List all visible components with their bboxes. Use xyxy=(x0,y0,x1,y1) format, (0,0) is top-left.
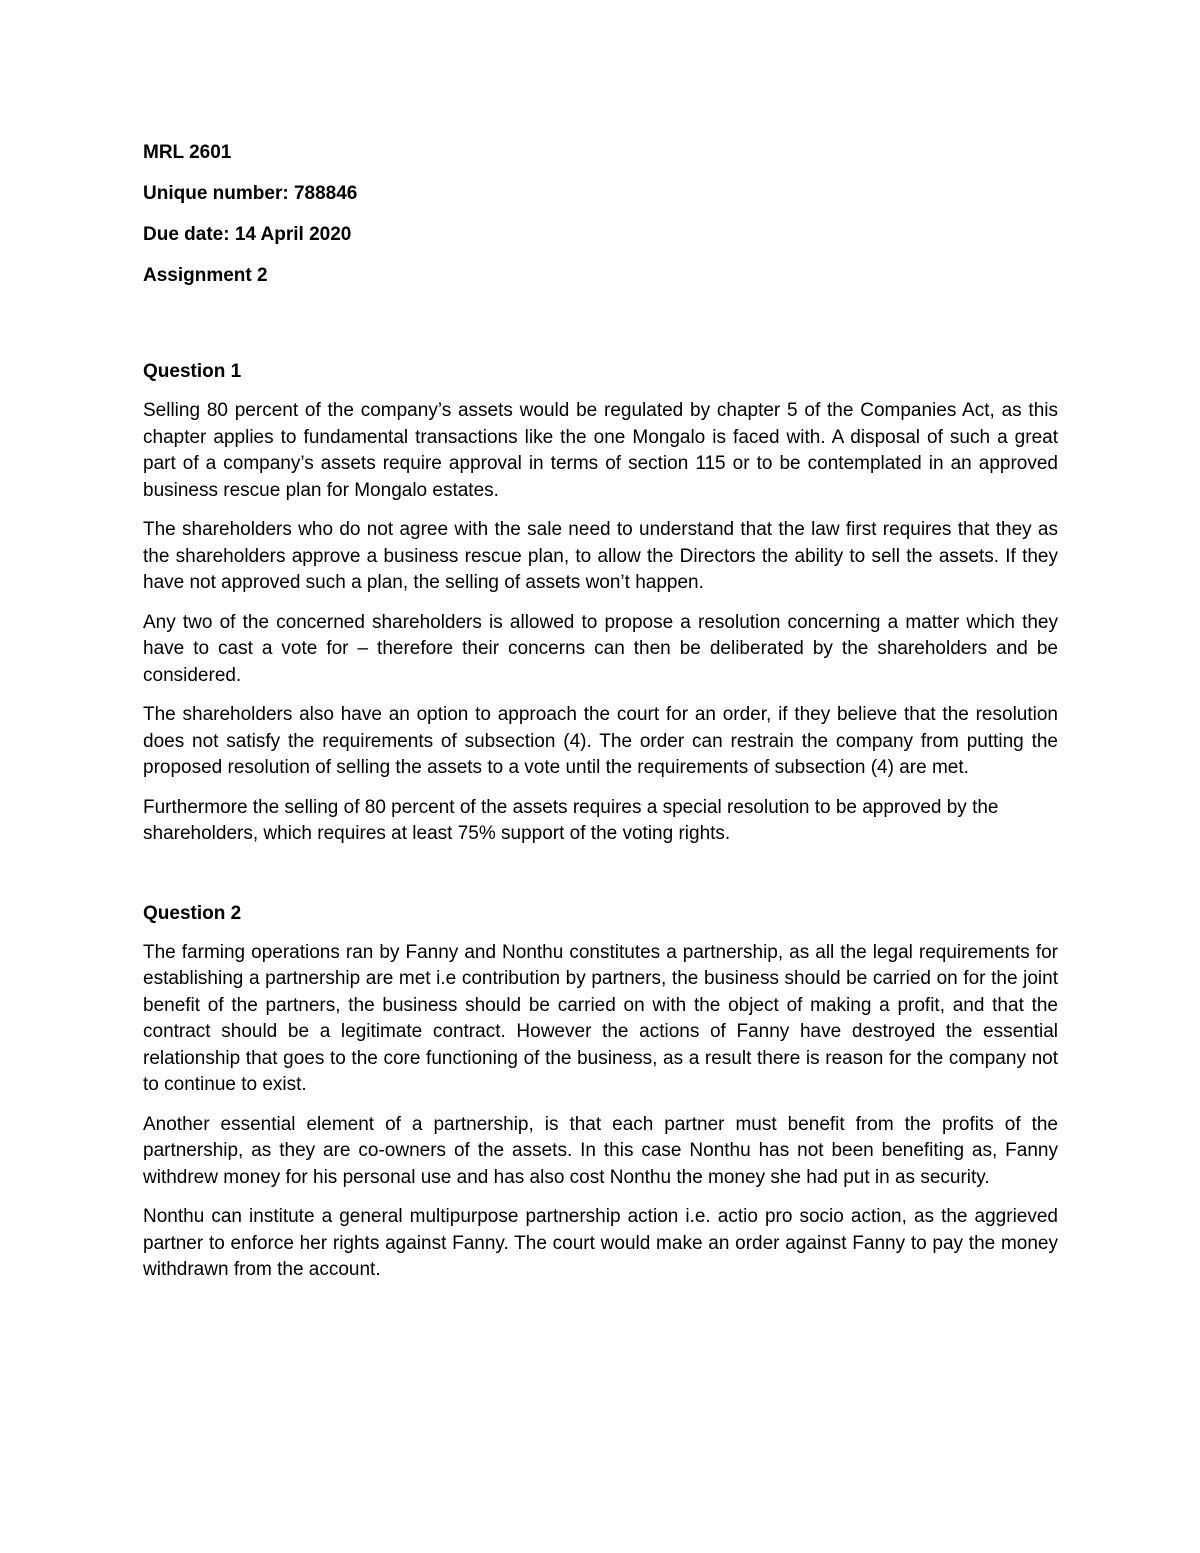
section-spacer xyxy=(143,861,1058,901)
question-1-heading: Question 1 xyxy=(143,361,242,382)
course-code: MRL 2601 xyxy=(143,142,232,163)
question-2-section xyxy=(143,901,1058,1284)
question-2-paragraph: Another essential element of a partnership, is that each partner must benefit from the profits of the partnership, as they are co-owners of the assets. In this case Nonthu has not been benefiting as, Fanny withdrew money for his personal use and has also cost Nonthu the money she had put in as security. xyxy=(143,1113,1058,1188)
question-2-heading: Question 2 xyxy=(143,902,242,924)
question-1-section xyxy=(143,359,1058,848)
question-1-paragraph: Furthermore the selling of 80 percent of the assets requires a special resolution to be approved by the shareholders, which requires at least 75% support of the voting rights. xyxy=(143,796,999,844)
question-1-paragraph: The shareholders also have an option to approach the court for an order, if they believe that the resolution does not satisfy the requirements of subsection (4). The order can restrain the company from putting the proposed resolution of selling the assets to a vote until the requirements of subsection (4) are met. xyxy=(143,704,1058,778)
assignment-title: Assignment 2 xyxy=(143,265,268,286)
document-body xyxy=(143,140,1058,1297)
question-1-paragraph: The shareholders who do not agree with the sale need to understand that the law first requires that they as the shareholders approve a business rescue plan, to allow the Directors the ability to sell the assets. If they have not approved such a plan, the selling of assets won’t happen. xyxy=(143,519,1058,593)
question-1-paragraph: Selling 80 percent of the company’s assets would be regulated by chapter 5 of the Companies Act, as this chapter applies to fundamental transactions like the one Mongalo is faced with. A disposal of such a great part of a company’s assets require approval in terms of section 115 or to be contemplated in an approved business rescue plan for Mongalo estates. xyxy=(143,400,1058,501)
question-1-paragraph: Any two of the concerned shareholders is allowed to propose a resolution concerning a matter which they have to cast a vote for – therefore their concerns can then be deliberated by the shareholders and be considered. xyxy=(143,611,1058,686)
unique-number: Unique number: 788846 xyxy=(143,183,358,204)
question-2-paragraph: The farming operations ran by Fanny and Nonthu constitutes a partnership, as all the legal requirements for establishing a partnership are met i.e contribution by partners, the business should be carried on for the joint benefit of the partners, the business should be carried on with the object of making a profit, and that the contract should be a legitimate contract. However the actions of Fanny have destroyed the essential relationship that goes to the core functioning of the business, as a result there is reason for the company not to continue to exist. xyxy=(143,941,1058,1095)
due-date: Due date: 14 April 2020 xyxy=(143,224,352,245)
question-2-paragraph: Nonthu can institute a general multipurpose partnership action i.e. actio pro socio action, as the aggrieved partner to enforce her rights against Fanny. The court would make an order against Fanny to pay the money withdrawn from the account. xyxy=(143,1206,1058,1280)
